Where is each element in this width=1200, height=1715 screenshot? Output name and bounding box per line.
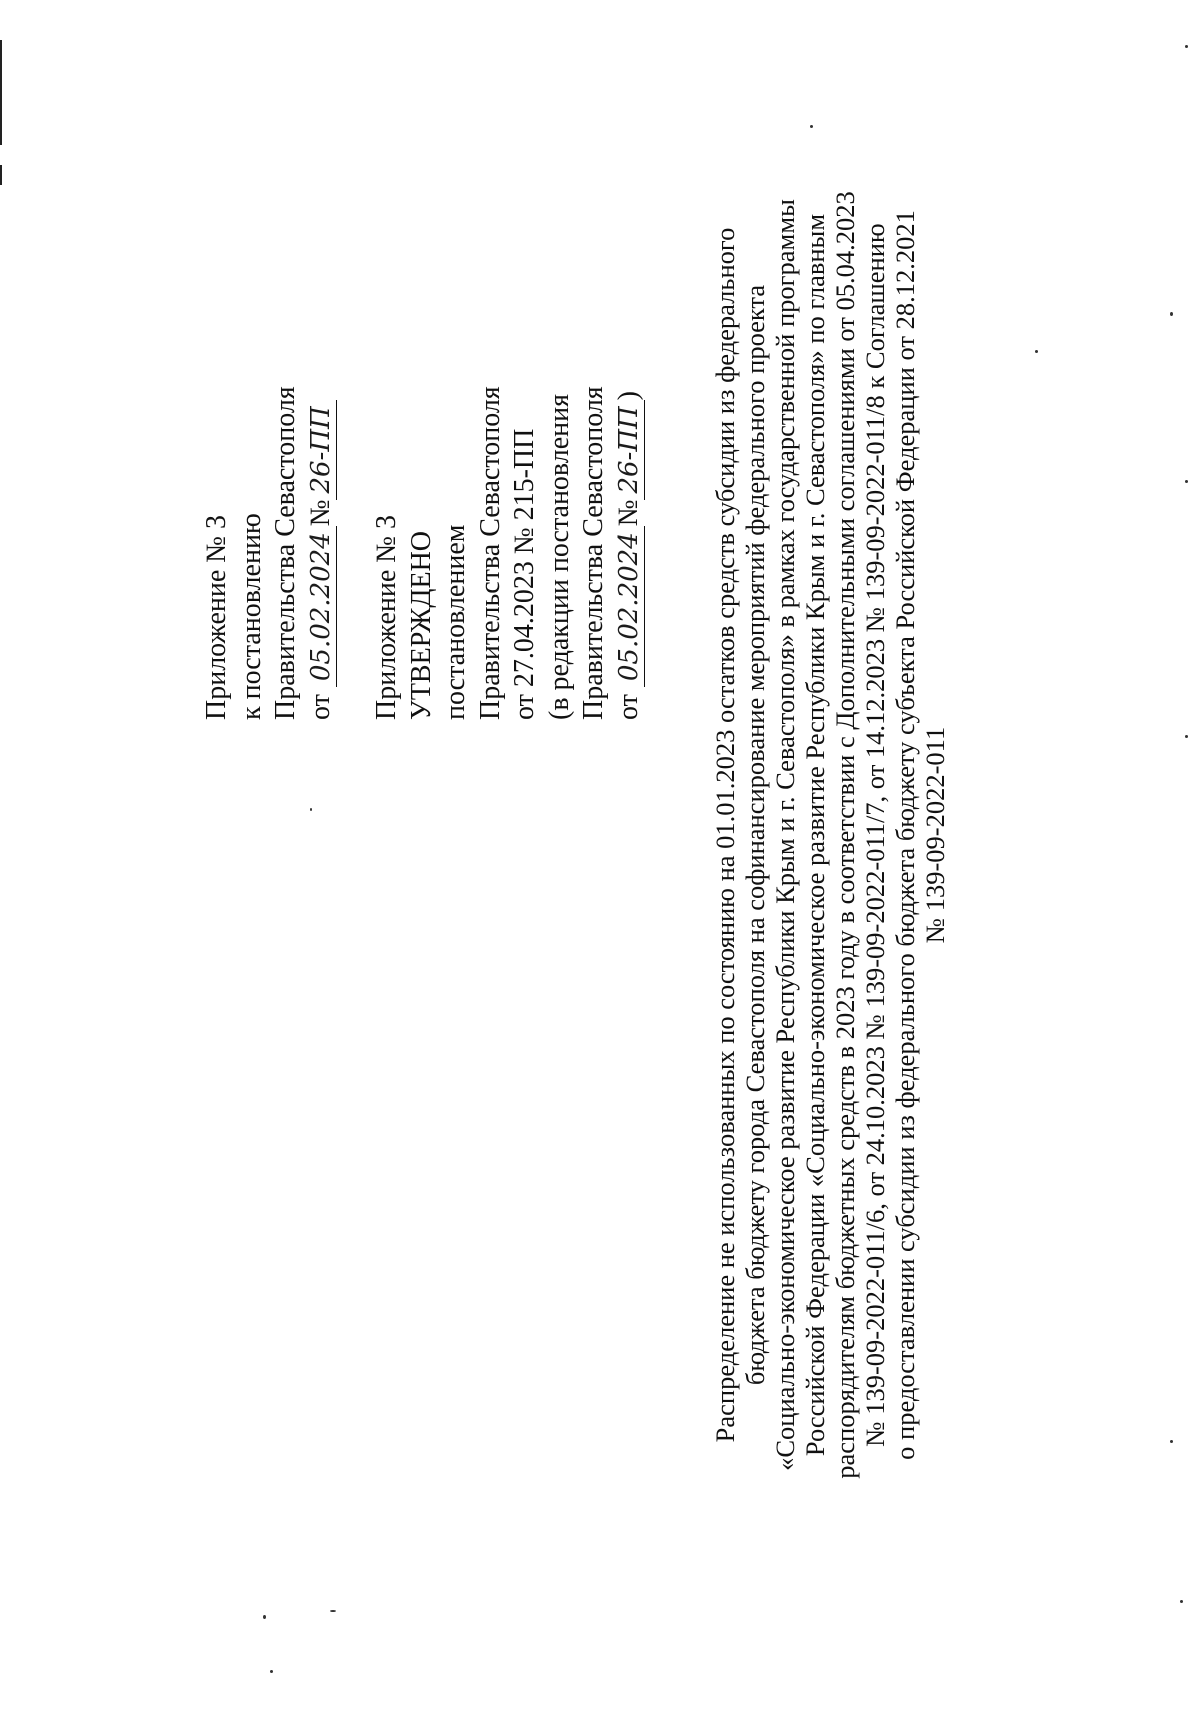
edition-prefix-text: (в редакции постановления xyxy=(543,393,575,720)
title-line: бюджета бюджету города Севастополя на софинансирование мероприятий федерального проекта xyxy=(740,284,770,1386)
to-resolution-text: к постановлению xyxy=(235,513,267,720)
title-line: «Социально-экономическое развитие Республики Крым и г. Севастополя» в рамках государственной программы xyxy=(770,199,800,1471)
appendix-header xyxy=(200,160,646,720)
edition-date-line: от 05.02.2024№26-ПП) xyxy=(612,390,644,720)
scan-speck xyxy=(270,1670,273,1673)
scan-edge-mark xyxy=(0,40,2,145)
scan-speck xyxy=(1185,735,1188,738)
title-line: Российской Федерации «Социально-экономическое развитие Республики Крым и г. Севастополя» по главным xyxy=(800,213,830,1457)
scan-speck xyxy=(1180,1600,1183,1603)
original-resolution-text: от 27.04.2023 № 215-ПП xyxy=(509,428,540,720)
resolution-date-line: от 05.02.2024№26-ПП xyxy=(304,160,339,720)
approved-government-text: Правительства Севастополя xyxy=(474,386,506,720)
handwritten-date: 05.02.2024 xyxy=(306,526,337,687)
title-line: № 139-09-2022-011/6, от 24.10.2023 № 139-09-2022-011/7, от 14.12.2023 № 139-09-2022-011/8 к Соглашению xyxy=(860,223,890,1447)
scan-speck xyxy=(1185,480,1188,483)
handwritten-number: 26-ПП xyxy=(306,400,337,499)
title-line: о предоставлении субсидии из федерального бюджета бюджету субъекта Российской Федерации от 28.12.2021 xyxy=(890,210,920,1460)
title-line: Распределение не использованных по состоянию на 01.01.2023 остатков средств субсидии из федерального xyxy=(710,227,740,1443)
approved-appendix-label: Приложение № 3 xyxy=(371,515,402,720)
scan-speck xyxy=(1035,350,1038,353)
scan-speck xyxy=(310,808,312,811)
edition-government-text: Правительства Севастополя xyxy=(578,386,609,720)
scan-edge-mark xyxy=(0,165,2,185)
by-resolution-text: постановлением xyxy=(440,524,471,720)
document-title xyxy=(710,95,950,1575)
approved-stamp-text: УТВЕРЖДЕНО xyxy=(405,530,437,720)
handwritten-edition-number: 26-ПП xyxy=(614,400,645,499)
scan-speck xyxy=(1170,1440,1173,1443)
title-line: № 139-09-2022-011 xyxy=(920,726,950,944)
scan-speck xyxy=(330,1610,336,1612)
scan-speck xyxy=(1185,45,1188,48)
scan-speck xyxy=(263,1615,266,1619)
title-line: распорядителям бюджетных средств в 2023 году в соответствии с Дополнительными соглашениями от 05.04.2023 xyxy=(830,191,860,1479)
government-text: Правительства Севастополя xyxy=(270,386,301,720)
scan-speck xyxy=(1170,312,1173,316)
appendix-label: Приложение № 3 xyxy=(201,515,232,720)
handwritten-edition-date: 05.02.2024 xyxy=(614,526,645,687)
